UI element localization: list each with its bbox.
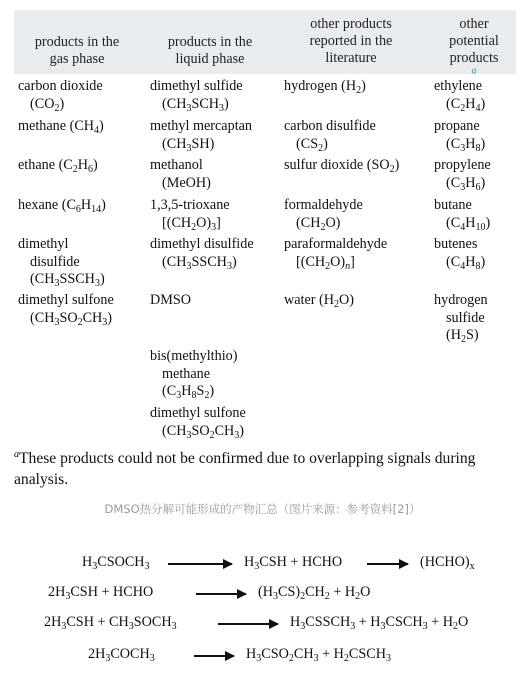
product-name: methane $(CH_4)$ xyxy=(18,118,104,136)
product-name: DMSO xyxy=(150,292,191,308)
product-name: butenes xyxy=(434,236,478,252)
liquid-product-cell xyxy=(150,405,246,440)
liquid-product-cell xyxy=(150,292,191,310)
product-name: paraformaldehyde xyxy=(284,236,388,252)
header-literature: other products reported in the literature xyxy=(309,16,393,66)
reaction-arrow xyxy=(168,563,232,565)
footnote-marker: a xyxy=(14,448,19,460)
literature-product-cell xyxy=(284,236,387,271)
literature-product-cell xyxy=(284,78,366,96)
product-name: hydrogen xyxy=(434,292,488,308)
potential-product-cell xyxy=(434,118,485,153)
literature-product-cell xyxy=(284,197,363,232)
product-name-cont: disulfide xyxy=(30,253,80,270)
gas-product-cell xyxy=(18,118,104,136)
product-formula: $(C_3H_6)$ xyxy=(446,174,486,193)
liquid-product-cell xyxy=(150,236,254,271)
product-name: methyl mercaptan xyxy=(150,118,253,134)
footnote-text: These products could not be confirmed due to overlapping signals during analysis. xyxy=(14,450,476,488)
product-formula: $(C_3H_8)$ xyxy=(446,135,486,154)
reaction-arrow xyxy=(218,623,278,625)
product-name: butane xyxy=(434,197,472,213)
equation-products: $(H_3CS)_2CH_2 + H_2O$ xyxy=(258,584,371,602)
literature-product-cell xyxy=(284,157,399,175)
product-formula: $(CH_3SO_2CH_3)$ xyxy=(30,309,113,328)
product-name: ethane $(C_2H_6)$ xyxy=(18,157,98,175)
product-formula: $(C_4H_{10})$ xyxy=(446,214,491,233)
product-name: methanol xyxy=(150,157,203,173)
product-formula: $(C_2H_4)$ xyxy=(446,95,486,114)
product-name: dimethyl sulfone xyxy=(18,292,114,308)
gas-product-cell xyxy=(18,197,106,215)
product-formula: $(CH_3SCH_3)$ xyxy=(162,95,229,114)
product-name: dimethyl disulfide xyxy=(150,236,254,252)
product-formula: $(CH_3SH)$ xyxy=(162,135,215,154)
product-formula: $(CH_3SO_2CH_3)$ xyxy=(162,422,245,441)
product-name: hydrogen $(H_2)$ xyxy=(284,78,366,96)
product-formula: $(CH_3SSCH_3)$ xyxy=(30,271,105,289)
equation-intermediate: $H_3CSH$ + HCHO xyxy=(244,554,343,572)
reaction-arrow xyxy=(367,563,408,565)
liquid-product-cell xyxy=(150,197,230,232)
product-formula: $[(CH_2O)_3]$ xyxy=(162,214,221,233)
product-name-cont: sulfide xyxy=(446,309,485,326)
equation-reactants: $2H_3CSH$ + $CH_3SOCH_3$ xyxy=(44,614,177,632)
equation-reactants: $2H_3COCH_3$ xyxy=(88,646,155,664)
product-formula: $(H_2S)$ xyxy=(446,327,479,345)
equation-products: $H_3CSO_2CH_3$ + $H_2CSCH_3$ xyxy=(246,646,391,664)
product-name: 1,3,5-trioxane xyxy=(150,197,230,213)
potential-product-cell xyxy=(434,292,488,345)
figure-caption: DMSO热分解可能形成的产物汇总（图片来源：参考资料[2]） xyxy=(104,502,421,516)
gas-product-cell xyxy=(18,236,105,289)
product-name: dimethyl sulfone xyxy=(150,405,246,421)
product-name: bis(methylthio) xyxy=(150,348,238,364)
gas-product-cell xyxy=(18,292,114,327)
literature-product-cell xyxy=(284,292,354,310)
product-formula: $(CO_2)$ xyxy=(30,95,65,114)
product-formula: $[(CH_2O)_n]$ xyxy=(296,253,355,272)
liquid-product-cell xyxy=(150,157,211,192)
equation-reactants: $H_3CSOCH_3$ xyxy=(82,554,150,572)
potential-product-cell xyxy=(434,197,490,232)
liquid-product-cell xyxy=(150,78,243,113)
product-name: ethylene xyxy=(434,78,483,94)
product-formula: $(CH_2O)$ xyxy=(296,214,341,233)
reaction-arrow xyxy=(194,655,234,657)
footnote-ref[interactable]: a xyxy=(471,65,477,77)
product-name: sulfur dioxide $(SO_2)$ xyxy=(284,157,400,175)
product-name: propylene xyxy=(434,157,491,173)
product-formula: $(C_4H_8)$ xyxy=(446,253,486,272)
product-formula: $(CS_2)$ xyxy=(296,135,328,154)
product-name: propane xyxy=(434,118,480,134)
potential-product-cell xyxy=(434,78,485,113)
table-footnote xyxy=(14,448,519,490)
product-name: carbon dioxide xyxy=(18,78,103,94)
liquid-product-cell xyxy=(150,348,237,401)
product-name: hexane $(C_6H_{14})$ xyxy=(18,197,106,215)
gas-product-cell xyxy=(18,157,98,175)
literature-product-cell xyxy=(284,118,376,153)
potential-product-cell xyxy=(434,236,485,271)
potential-product-cell xyxy=(434,157,491,192)
product-name: dimethyl sulfide xyxy=(150,78,243,94)
product-name: formaldehyde xyxy=(284,197,363,213)
product-formula: $(CH_3SSCH_3)$ xyxy=(162,253,237,272)
header-potential: other potential products $^a$ xyxy=(449,16,499,77)
equation-reactants: $2H_3CSH$ + HCHO xyxy=(48,584,154,602)
equation-products: $(HCHO)_x$ xyxy=(420,554,475,572)
product-formula: $(C_3H_8S_2)$ xyxy=(162,383,215,401)
header-liquid-phase: products in the liquid phase xyxy=(167,34,253,67)
gas-product-cell xyxy=(18,78,103,113)
product-name-cont: methane xyxy=(162,365,211,382)
product-name: water $(H_2O)$ xyxy=(284,292,355,310)
header-gas-phase: products in the gas phase xyxy=(34,34,120,67)
reaction-arrow xyxy=(196,593,246,595)
product-formula: (MeOH) xyxy=(162,174,211,191)
equation-products: $H_3CSSCH_3$ + $H_3CSCH_3 + H_2O$ xyxy=(290,614,469,632)
product-name: carbon disulfide xyxy=(284,118,376,134)
product-name: dimethyl xyxy=(18,236,69,252)
liquid-product-cell xyxy=(150,118,252,153)
